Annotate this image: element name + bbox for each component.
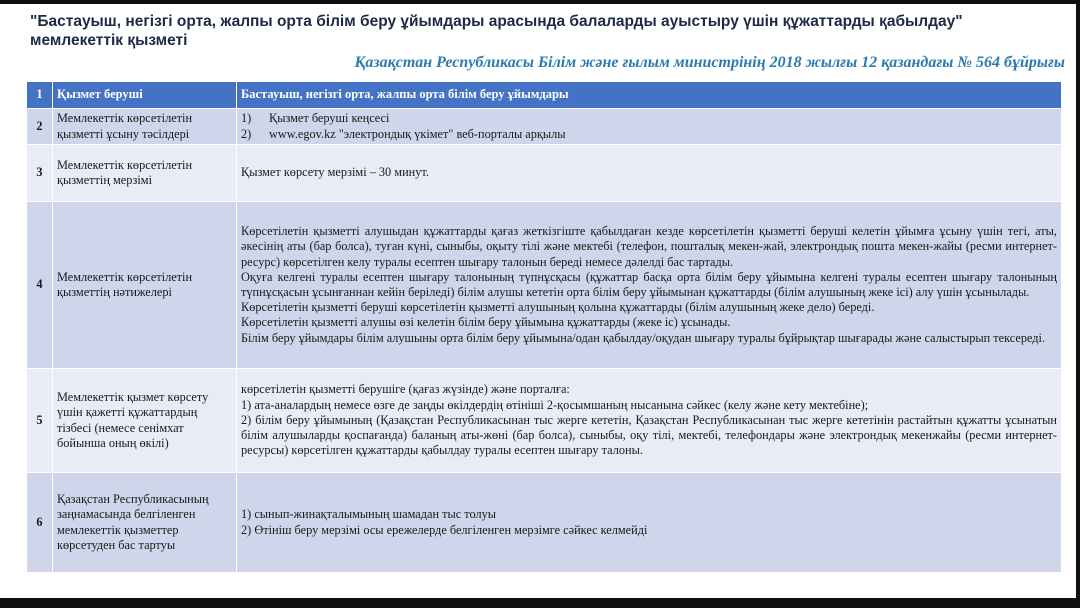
list-item-text: Қызмет беруші кеңсесі — [269, 111, 390, 126]
row-label: Қазақстан Республикасының заңнамасында белгіленген мемлекеттік қызметтер көрсетуден бас тартуы — [53, 473, 237, 573]
paragraph: Көрсетілетін қызметті алушыдан құжаттарды қағаз жеткізгіште қабылдаған кезде көрсетілетін қызметті беруші келетін ұйымға ұсыну үшін тегі, аты, әкесінің аты (бар болса), туған күні, сыныбы, оқыту тілі және мектебі (телефон, пошталық мекен-жай, электрондық пошта мекен-жайы (ресми интернет-ресурс) көрсетілген келу туралы есептен шығару талонын береді немесе дәлелді бас тартады. — [241, 224, 1057, 269]
list-item-number: 1) — [241, 111, 252, 126]
row-number: 1 — [27, 82, 53, 109]
paragraph: Оқуға келгені туралы есептен шығару талонының түпнұсқасы (құжаттар басқа орта білім беру ұйымына келгені туралы есептен шығару талонының түпнұсқасын ұсынғаннан кейін беріледі) білім алушы кететін орта білім беру ұйымынан құжаттарды (білім алушының жеке ісі) алу үшін ұсынылады. — [241, 269, 1057, 299]
paragraph: 1) ата-аналардың немесе өзге де заңды өкілдердің өтініші 2-қосымшаның нысанына сәйкес (келу және кету мектебіне); — [241, 397, 869, 412]
list-item-number: 2) — [241, 126, 252, 141]
row-label: Мемлекеттік көрсетілетін қызметтің нәтижелері — [53, 202, 237, 369]
slide-title: "Бастауыш, негізгі орта, жалпы орта білім беру ұйымдары арасында балаларды ауыстыру үшін құжаттарды қабылдау" мемлекеттік қызметі — [30, 13, 963, 49]
paragraph: 2) білім беру ұйымының (Қазақстан Республикасынан тыс жерге кететін, Қазақстан Республикасынан тыс жерге кететінін растайтын құжатты ұсынатын білім алушыларды қоспағанда) баланың аты-жөні (бар болса), сыныбы, оқу тілі, мектебі, телефондары және электрондық мекенжайы (ресми интернет-ресурсы) көрсетілген құжаттарды қабылдау туралы есептен шығару талоны. — [241, 412, 1057, 458]
row-value — [237, 473, 1062, 573]
list-item — [241, 111, 1057, 126]
row-value — [237, 109, 1062, 145]
row-label: Мемлекеттік қызмет көрсету үшін қажетті құжаттардың тізбесі (немесе сенімхат бойынша оның өкілі) — [53, 369, 237, 473]
row-label: Мемлекеттік көрсетілетін қызметті ұсыну тәсілдері — [53, 109, 237, 145]
paragraph: 1) сынып-жинақталымының шамадан тыс толуы — [241, 507, 497, 522]
slide-subtitle: Қазақстан Республикасы Білім және ғылым министрінің 2018 жылғы 12 қазандағы № 564 бұйрығы — [354, 54, 1065, 71]
paragraph: көрсетілетін қызметті берушіге (қағаз жүзінде) және порталға: — [241, 382, 570, 397]
table-row — [27, 369, 1062, 473]
screen-frame-top — [0, 0, 1080, 4]
table-row — [27, 473, 1062, 573]
row-number: 3 — [27, 145, 53, 202]
list-item-text: www.egov.kz "электрондық үкімет" веб-порталы арқылы — [269, 126, 566, 141]
row-value — [237, 202, 1062, 369]
row-label: Мемлекеттік көрсетілетін қызметтің мерзімі — [53, 145, 237, 202]
table-header-row — [27, 82, 1062, 109]
row-value: Қызмет көрсету мерзімі – 30 минут. — [237, 145, 1062, 202]
paragraph: Көрсетілетін қызметті беруші көрсетілетін қызметті алушының қолына құжаттарды (білім алушының жеке делo) береді. — [241, 300, 875, 315]
screen-frame-bottom — [0, 598, 1080, 608]
row-label: Қызмет беруші — [53, 82, 237, 109]
row-number: 4 — [27, 202, 53, 369]
table-row — [27, 109, 1062, 145]
paragraph: 2) Өтініш беру мерзімі осы ережелерде белгіленген мерзімге сәйкес келмейді — [241, 522, 648, 537]
paragraph: Білім беру ұйымдары білім алушыны орта білім беру ұйымына/одан қабылдау/оқудан шығару туралы бұйрықтар шығарады және салыстырып тексереді. — [241, 330, 1046, 345]
row-value: Бастауыш, негізгі орта, жалпы орта білім беру ұйымдары — [237, 82, 1062, 109]
list-item — [241, 127, 1057, 142]
table-row — [27, 145, 1062, 202]
row-number: 5 — [27, 369, 53, 473]
row-number: 2 — [27, 109, 53, 145]
screen-frame-right — [1076, 0, 1080, 608]
service-table — [26, 81, 1062, 573]
row-value — [237, 369, 1062, 473]
table-row — [27, 202, 1062, 369]
paragraph: Көрсетілетін қызметті алушы өзі келетін білім беру ұйымына құжаттарды (жеке іс) ұсынады. — [241, 315, 731, 330]
row-number: 6 — [27, 473, 53, 573]
